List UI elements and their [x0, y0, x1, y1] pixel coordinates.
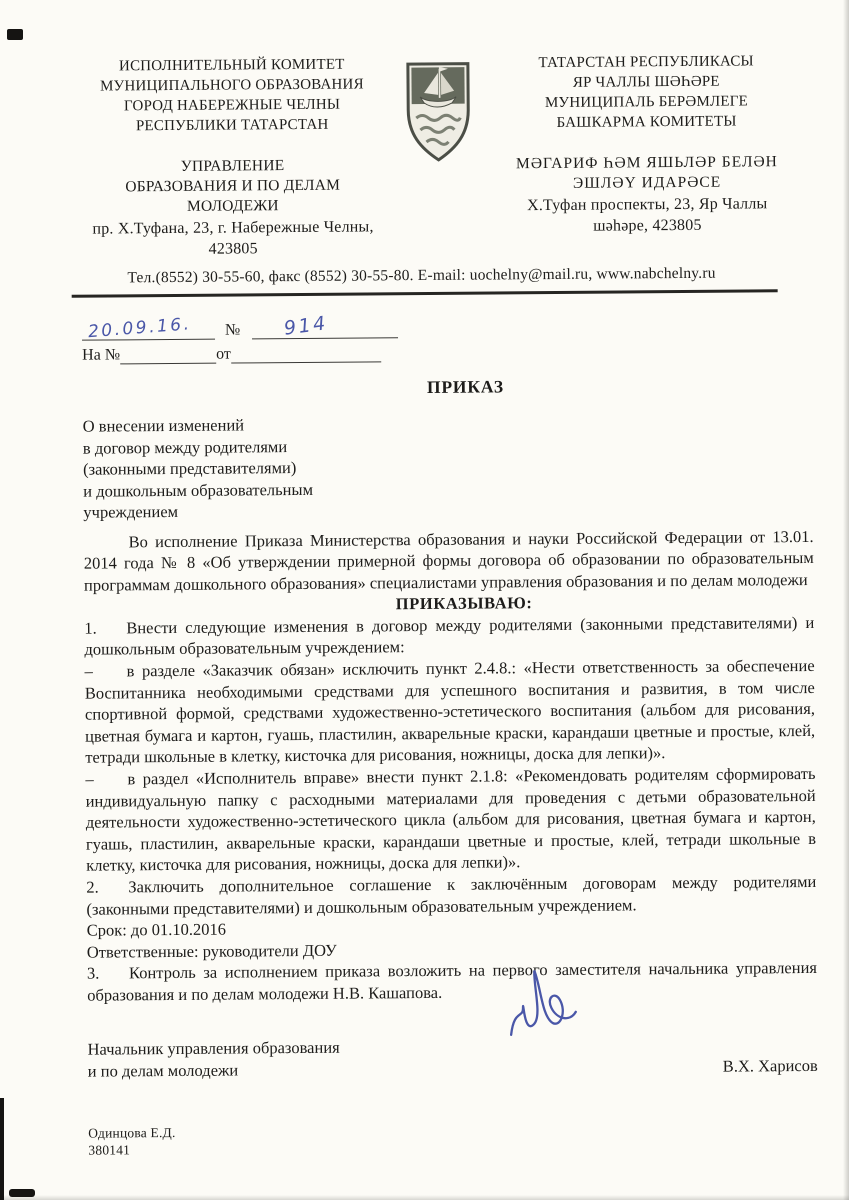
subject-line: учреждением: [83, 501, 179, 522]
na-no-label: На №: [82, 346, 121, 364]
letterhead: [80, 51, 812, 261]
address: [81, 216, 385, 260]
letterhead-russian: [80, 54, 385, 260]
item-text: Заключить дополнительное соглашение к заключённым договорам между родителями (законными представителями) и дошкольным образовательным учреждением.: [86, 871, 817, 919]
reply-date-field: [231, 340, 381, 363]
deadline-line: Срок: до 01.10.2016: [86, 919, 226, 940]
item-text: Контроль за исполнением приказа возложить на первого заместителя начальника управления образования и по делам молодежи Н.В. Кашапова.: [87, 958, 818, 1005]
ot-label: от: [215, 345, 231, 363]
order-item: [84, 612, 814, 661]
org-line: ТАТАРСТАН РЕСПУБЛИКАСЫ: [538, 53, 754, 72]
department-name: [483, 152, 811, 195]
address-line: пр. Х.Туфана, 23, г. Набережные Челны,: [92, 218, 374, 238]
org-line: ЯР ЧАЛЛЫ ШӘҺӘРЕ: [572, 73, 720, 91]
address-line: Х.Туфан проспекты, 23, Яр Чаллы: [526, 195, 768, 215]
item-marker: 3.: [86, 963, 100, 984]
subject-line: и дошкольным образовательным: [83, 479, 314, 501]
scan-artifact: [0, 1098, 4, 1200]
handwritten-signature-icon: [498, 962, 584, 1052]
item-marker: –: [85, 769, 94, 789]
order-item: [85, 655, 816, 769]
address-line: шәһәре, 423805: [593, 216, 702, 235]
order-item: [87, 957, 817, 1006]
subject-block: [83, 413, 414, 523]
contact-line: Тел.(8552) 30-55-60, факс (8552) 30-55-80. E-mail: uochelny@mail.ru, www.nabchelny.ru: [127, 264, 716, 287]
dept-line: ОБРАЗОВАНИЯ И ПО ДЕЛАМ МОЛОДЕЖИ: [125, 176, 341, 215]
document-title: ПРИКАЗ: [426, 376, 504, 397]
preamble-paragraph: Во исполнение Приказа Министерства образования и науки Российской Федерации от 13.01. 2014 года № 8 «Об утверждении примерной формы договора об образовании по образовательным программам дошкольного образования» специалистами управления образования и по делам молодежи: [83, 526, 814, 595]
number-sign: №: [224, 321, 241, 339]
letterhead-tatar: [482, 51, 811, 238]
item-marker: 2.: [86, 877, 99, 897]
department-name: [81, 155, 385, 217]
subject-line: (законными представителями): [82, 458, 297, 479]
responsible-line: Ответственные: руководители ДОУ: [86, 940, 337, 962]
coat-of-arms-icon: [398, 58, 479, 167]
handwritten-date: 20.09.16.: [87, 314, 193, 343]
item-text: в разделе «Заказчик обязан» исключить пункт 2.4.8.: «Нести ответственность за обеспечение Воспитанника необходимыми средствами для успешного воспитания и развития, в том числе спортивной формой, средствами художественно-эстетического воспитания (альбом для рисования, цветная бумага и картон, гуашь, пластилин, акварельные краски, карандаши цветные и простые, клей, тетради школьные в клетку, кисточка для рисования, ножницы, доска для лепки)».: [84, 656, 816, 768]
executor-block: [88, 1118, 818, 1159]
number-field: [252, 312, 398, 340]
signer-position: [88, 1036, 340, 1082]
dept-line: УПРАВЛЕНИЕ: [180, 157, 285, 175]
scan-artifact: [9, 1189, 35, 1197]
address: [483, 193, 811, 238]
order-item: [85, 763, 816, 877]
item-text: в раздел «Исполнитель вправе» внести пункт 2.1.8: «Рекомендовать родителям сформировать индивидуальную папку с расходными материалами для проведения с детьми образовательной деятельности художественно-эстетического цикла (альбом для рисования, цветная бумага и картон, гуашь, пластилин, акварельные краски, карандаши цветные и простые, клей, тетради школьные в клетку, кисточка для рисования, ножницы, доска для лепки)».: [85, 763, 817, 876]
org-line: МУНИЦИПАЛЬ БЕРӘМЛЕГЕ: [544, 93, 748, 112]
signature-block: [88, 1032, 818, 1082]
executor-phone: 380141: [88, 1142, 131, 1158]
address-line: 423805: [208, 240, 258, 258]
position-line: и по делам молодежи: [87, 1060, 239, 1081]
subject-line: в договор между родителями: [82, 436, 288, 458]
executor-name: Одинцова Е.Д.: [88, 1124, 176, 1141]
date-field: [82, 314, 215, 343]
item-text: Внести следующие изменения в договор между родителями (законными представителями) и дошкольным образовательным учреждением:: [84, 612, 815, 660]
org-line: МУНИЦИПАЛЬНОГО ОБРАЗОВАНИЯ: [99, 76, 364, 95]
letterhead-divider: [72, 289, 778, 298]
order-body: [84, 525, 818, 1006]
org-line: БАШКАРМА КОМИТЕТЫ: [556, 113, 737, 131]
org-line: ГОРОД НАБЕРЕЖНЫЕ ЧЕЛНЫ: [123, 96, 341, 115]
order-word: ПРИКАЗЫВАЮ:: [395, 593, 533, 614]
order-item: [86, 871, 816, 920]
subject-line: О внесении изменений: [82, 415, 245, 436]
coat-of-arms: [394, 58, 484, 167]
position-line: Начальник управления образования: [87, 1037, 340, 1059]
reply-number-field: [120, 342, 216, 365]
dept-line: ЭШЛӘҮ ИДАРӘСЕ: [572, 173, 722, 192]
org-line: ИСПОЛНИТЕЛЬНЫЙ КОМИТЕТ: [118, 56, 345, 75]
item-marker: 1.: [84, 618, 97, 638]
signer-name: В.Х. Харисов: [722, 1055, 818, 1076]
reference-block: [82, 311, 812, 365]
dept-line: МӘГАРИФ ҺӘМ ЯШЬЛӘР БЕЛӘН: [515, 153, 778, 173]
item-marker: –: [84, 661, 93, 681]
handwritten-number: 914: [282, 312, 330, 340]
org-line: РЕСПУБЛИКИ ТАТАРСТАН: [135, 116, 329, 135]
